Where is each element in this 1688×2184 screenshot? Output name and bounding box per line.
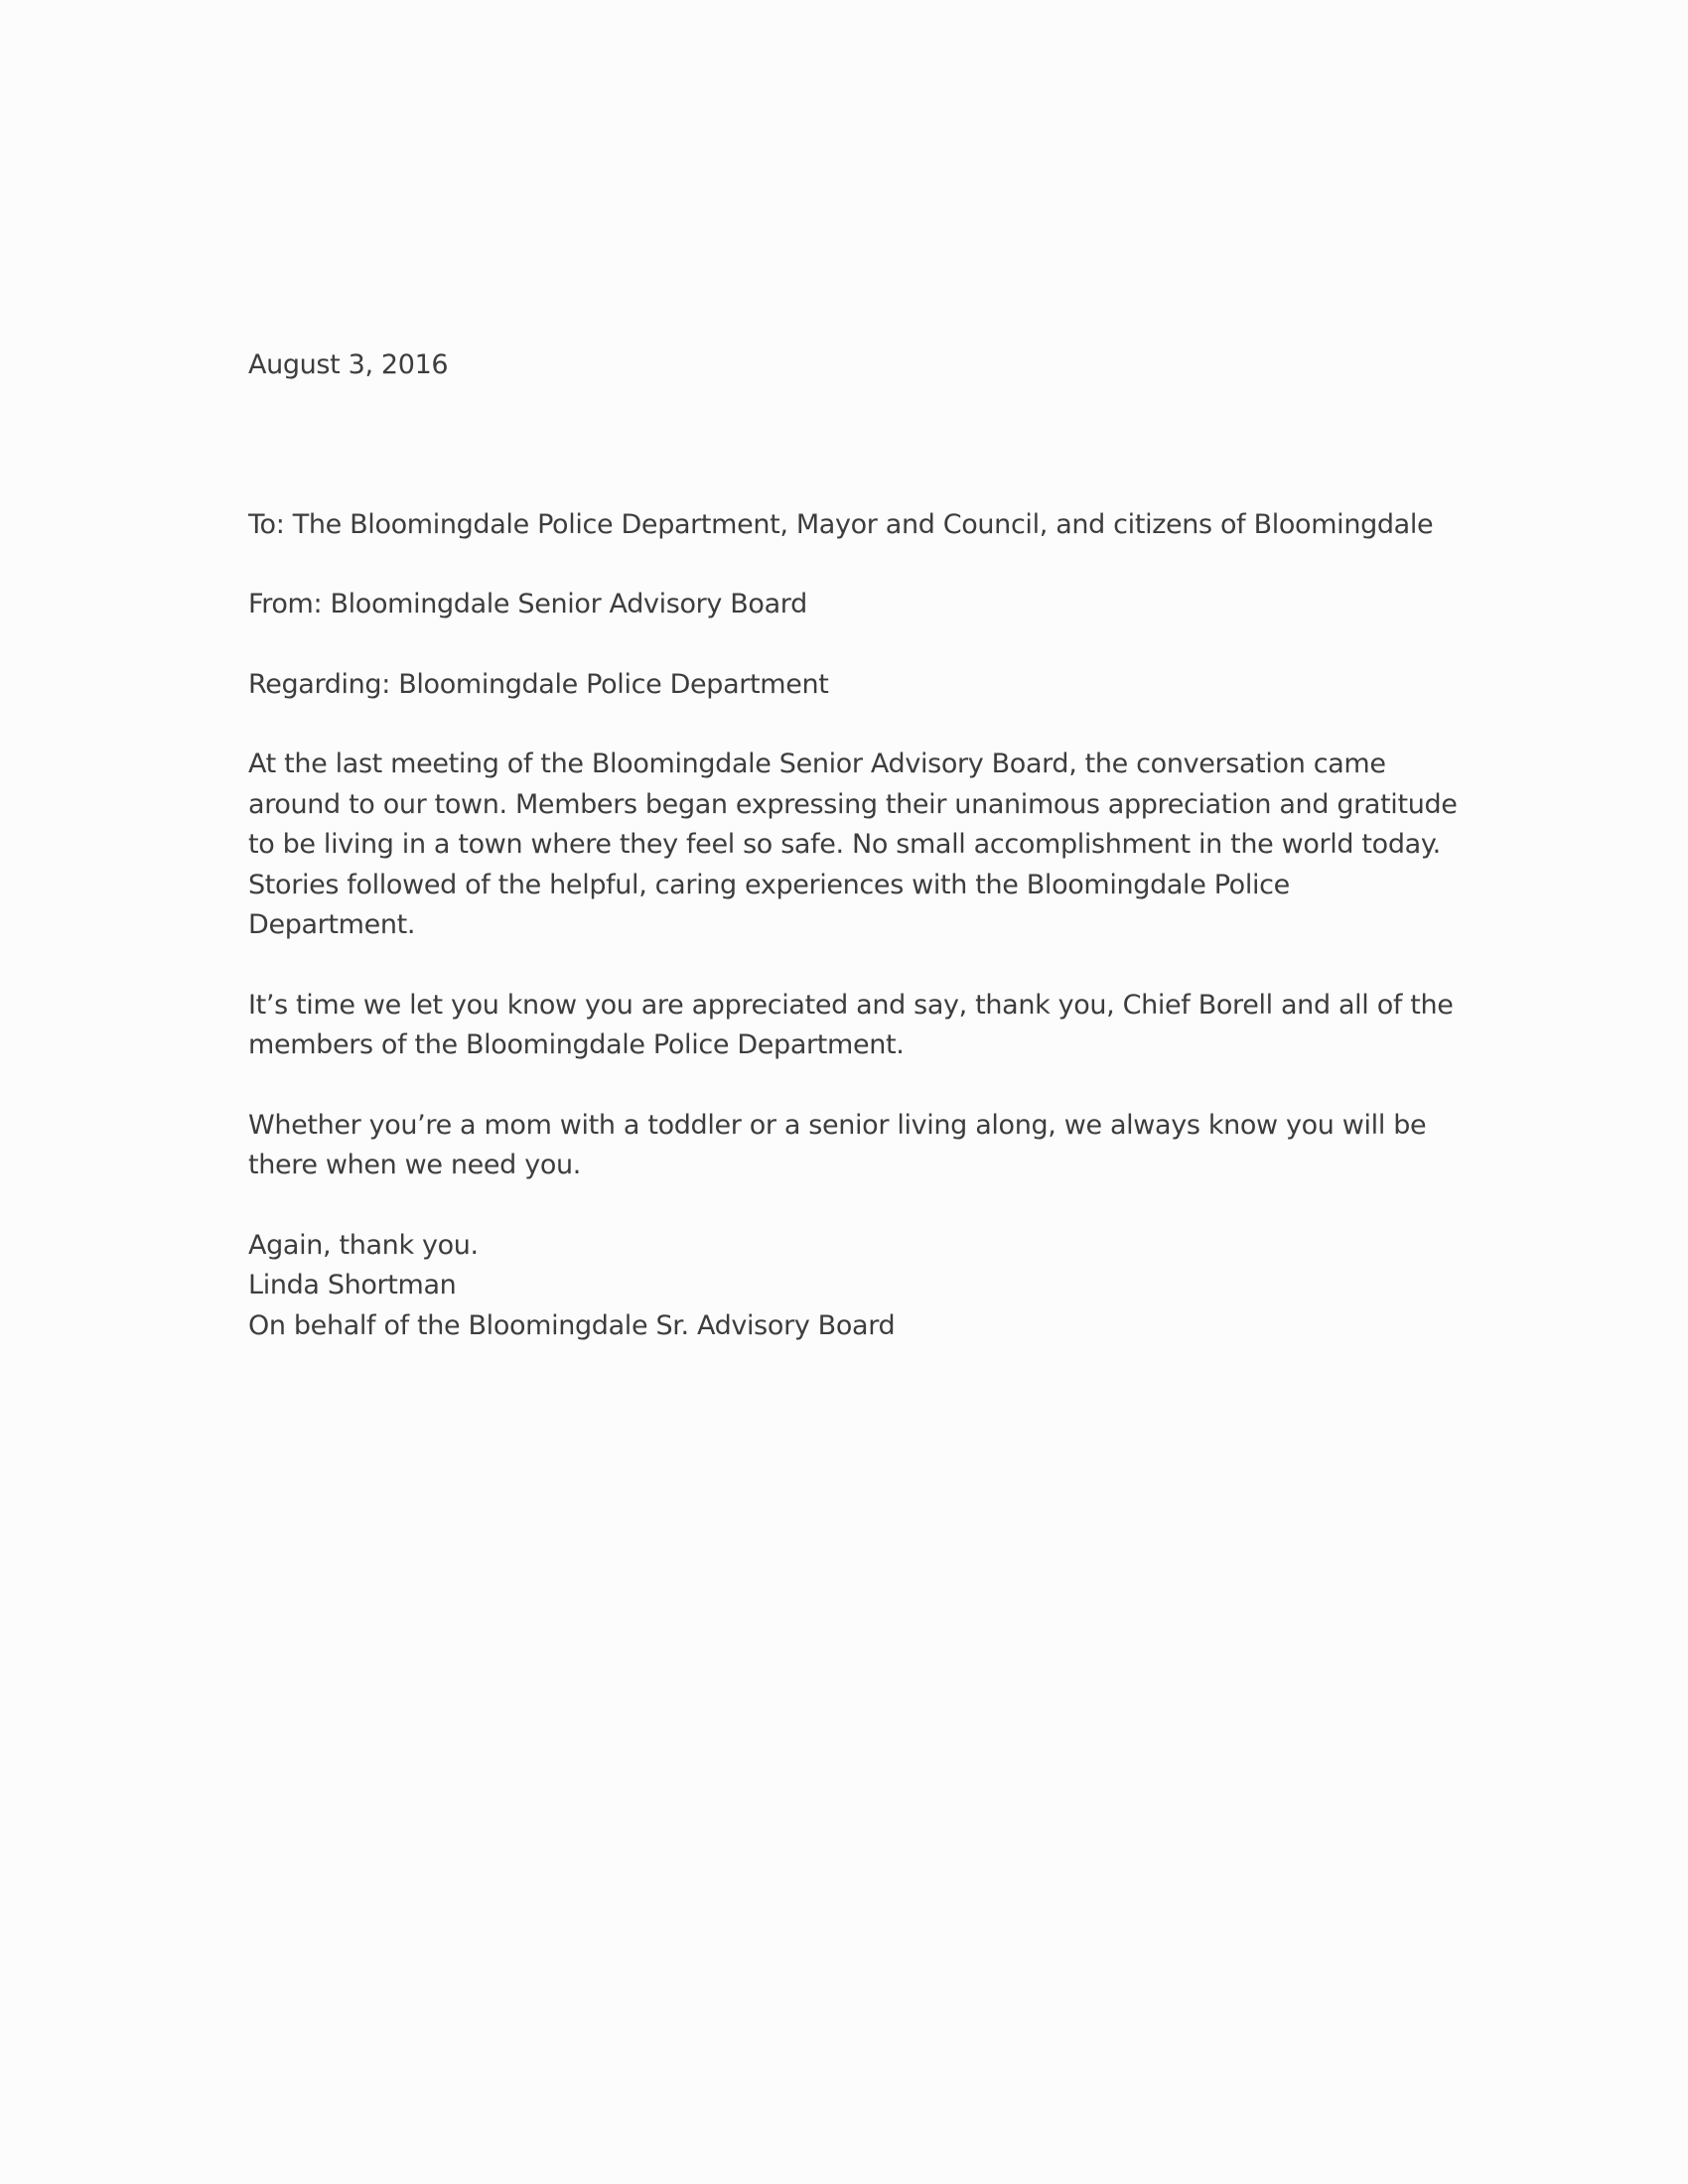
letter-date: August 3, 2016	[248, 349, 449, 380]
from-value: Bloomingdale Senior Advisory Board	[330, 589, 807, 619]
paragraph-3: Whether you’re a mom with a toddler or a senior living along, we always know you will be there when we need you.	[248, 1109, 1427, 1180]
regarding-line	[248, 665, 1460, 706]
closing-block	[248, 1226, 1460, 1347]
signer-affiliation: On behalf of the Bloomingdale Sr. Advisory Board	[248, 1309, 896, 1341]
closing-line: Again, thank you.	[248, 1229, 479, 1261]
paragraph-2: It’s time we let you know you are appreciated and say, thank you, Chief Borell and all of the members of the Bloomingdale Police Department.	[248, 989, 1454, 1060]
regarding-value: Bloomingdale Police Department	[398, 668, 829, 700]
from-line	[248, 585, 1460, 625]
to-label: To:	[248, 508, 285, 540]
paragraph-1: At the last meeting of the Bloomingdale Senior Advisory Board, the conversation came around to our town. Members began expressing their unanimous appreciation and gratitude to be living in a town where they feel so safe. No small accomplishment in the world today. Stories followed of the helpful, caring experiences with the Bloomingdale Police Department.	[248, 749, 1458, 940]
regarding-label: Regarding:	[248, 668, 390, 700]
signer-name: Linda Shortman	[248, 1270, 457, 1300]
from-label: From:	[248, 589, 323, 619]
to-line	[248, 505, 1460, 546]
letter-body	[248, 345, 1460, 1346]
to-value: The Bloomingdale Police Department, Mayor and Council, and citizens of Bloomingdale	[292, 508, 1434, 540]
